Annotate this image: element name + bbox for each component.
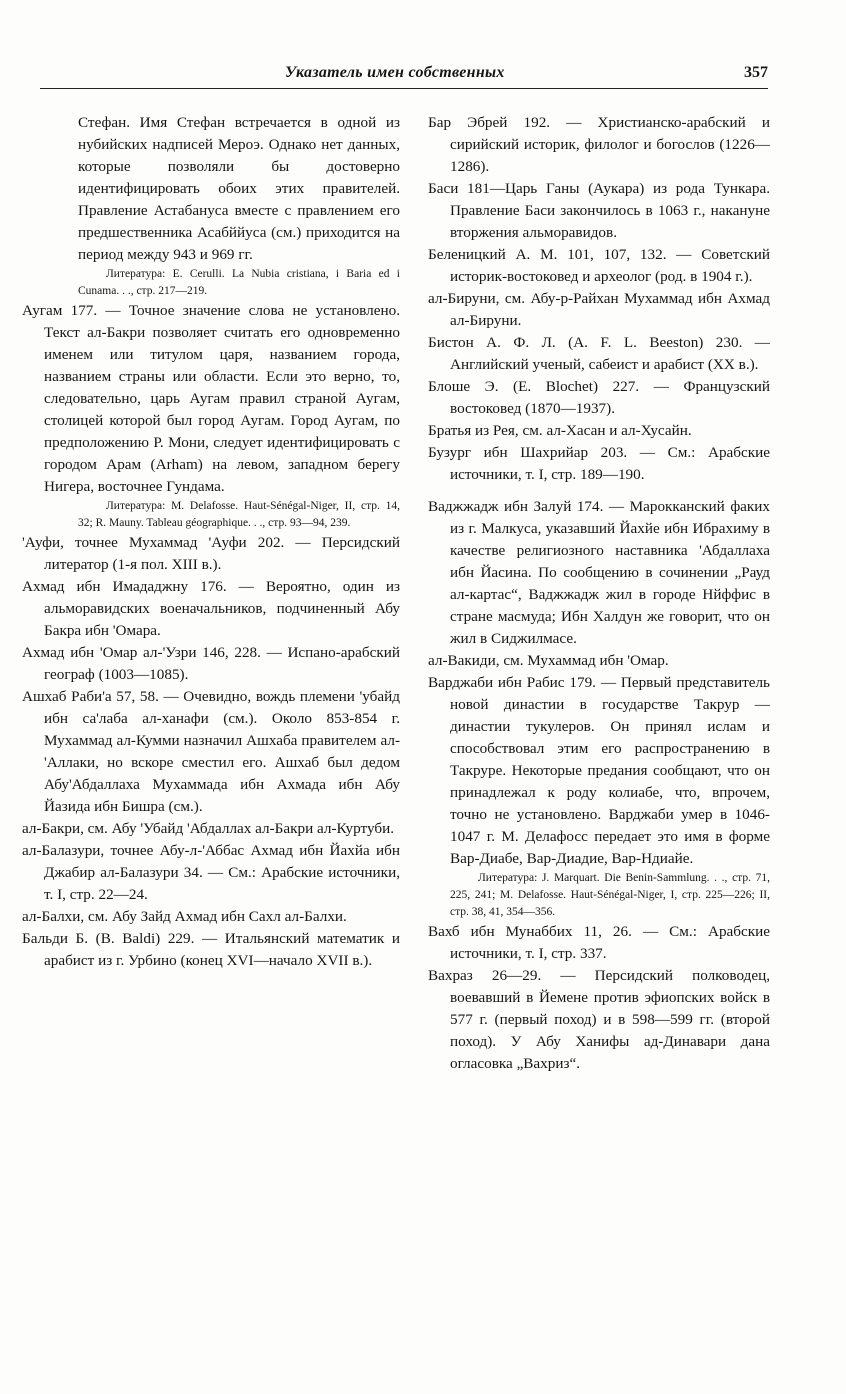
- left-column: [22, 112, 400, 972]
- right-column: [428, 112, 770, 1075]
- running-title: Указатель имен собственных: [285, 64, 505, 81]
- index-entry: Ахмад ибн 'Омар ал-'Узри 146, 228. — Испано-арабский географ (1003—1085).: [22, 644, 400, 683]
- index-entry: ал-Бакри, см. Абу 'Убайд 'Абдаллах ал-Бакри ал-Куртуби.: [22, 820, 395, 837]
- page-number: 357: [744, 64, 768, 81]
- section-gap: [428, 486, 770, 496]
- index-entry: ал-Балазури, точнее Абу-л-'Аббас Ахмад ибн Йахйа ибн Джабир ал-Балазури 34. — См.: Арабские источники, т. I, стр. 22—24.: [22, 842, 400, 903]
- index-entry: Братья из Рея, см. ал-Хасан и ал-Хусайн.: [428, 422, 692, 439]
- index-entry: Блоше Э. (E. Blochet) 227. — Французский востоковед (1870—1937).: [428, 378, 770, 417]
- index-entry: Варджаби ибн Рабис 179. — Первый представитель новой династии в государстве Такрур — династии тукулеров. Он принял ислам и способствовал этим его распространению в Такруре. Некоторые предания сообщают, что он принадлежал к роду колиабе, что, впрочем, точно не установлено. Варджаби умер в 1046-1047 г. М. Делафосс передает это имя в форме Вар-Диабе, Вар-Диадие, Вар-Ндиайе.: [428, 674, 770, 867]
- index-entry: Беленицкий А. М. 101, 107, 132. — Советский историк-востоковед и археолог (род. в 1904 г.).: [428, 246, 770, 285]
- literature-note: Литература: E. Cerulli. La Nubia cristiana, i Baria ed i Cunama. . ., стр. 217—219.: [78, 268, 400, 297]
- index-entry: Аугам 177. — Точное значение слова не установлено. Текст ал-Бакри позволяет считать его одновременно именем или титулом царя, названием города, названием страны или области. Если это верно, то, следовательно, царь Аугам правил страной Аугам, столицей которой был город Аугам. Город Аугам, по предположению Р. Мони, следует идентифицировать с городом Арам (Arham) на левом, западном берегу Нигера, восточнее Гундама.: [22, 302, 400, 495]
- header-rule: [40, 88, 768, 89]
- index-entry: Бузург ибн Шахрийар 203. — См.: Арабские источники, т. I, стр. 189—190.: [428, 444, 770, 483]
- index-entry: ал-Вакиди, см. Мухаммад ибн 'Омар.: [428, 652, 669, 669]
- index-entry: Вахб ибн Мунаббих 11, 26. — См.: Арабские источники, т. I, стр. 337.: [428, 923, 770, 962]
- literature-note: Литература: J. Marquart. Die Benin-Sammlung. . ., стр. 71, 225, 241; M. Delafosse. Haut-Sénégal-Niger, I, стр. 225—226; II, стр. 38, 41, 354—356.: [450, 872, 770, 918]
- index-entry: ал-Балхи, см. Абу Зайд Ахмад ибн Сахл ал-Балхи.: [22, 908, 347, 925]
- index-entry: Бар Эбрей 192. — Христианско-арабский и сирийский историк, филолог и богослов (1226—1286).: [428, 114, 770, 175]
- literature-note: Литература: M. Delafosse. Haut-Sénégal-Niger, II, стр. 14, 32; R. Mauny. Tableau géographique. . ., стр. 93—94, 239.: [78, 500, 400, 529]
- index-entry: Бальди Б. (B. Baldi) 229. — Итальянский математик и арабист из г. Урбино (конец XVI—начало XVII в.).: [22, 930, 400, 969]
- index-entry: 'Ауфи, точнее Мухаммад 'Ауфи 202. — Персидский литератор (1-я пол. XIII в.).: [22, 534, 400, 573]
- index-entry: ал-Бируни, см. Абу-р-Райхан Мухаммад ибн Ахмад ал-Бируни.: [428, 290, 770, 329]
- index-entry: Ашхаб Раби'а 57, 58. — Очевидно, вождь племени 'убайд ибн са'лаба ал-ханафи (см.). Около 853-854 г. Мухаммад ал-Кумми назначил Ашхаба правителем ал-'Аллаки, но вскоре сместил его. Ашхаб был дедом Абу'Абдаллаха Мухаммада ибн Ахмада ибн Абу Йазида ибн Бишра (см.).: [22, 688, 400, 815]
- index-entry: Ваджжадж ибн Залуй 174. — Марокканский факих из г. Малкуса, указавший Йахйе ибн Ибрахиму в качестве религиозного наставника 'Абдаллаха ибн Йасина. По сообщению в сочинении „Рауд ал-картас“, Ваджжадж жил в городе Нйффис в стране масмуда; Ибн Халдун же говорит, что он жил в Сиджилмасе.: [428, 498, 770, 647]
- entry-continuation: Стефан. Имя Стефан встречается в одной из нубийских надписей Мероэ. Однако нет данных, которые позволяли бы достоверно идентифицировать обоих этих правителей. Правление Астабануса вместе с правлением его предшественника Асабййуса (см.) приходится на период между 943 и 969 гг.: [78, 114, 400, 263]
- index-entry: Баси 181—Царь Ганы (Аукара) из рода Тункара. Правление Баси закончилось в 1063 г., накануне вторжения альморавидов.: [428, 180, 770, 241]
- index-entry: Вахраз 26—29. — Персидский полководец, воевавший в Йемене против эфиопских войск в 577 г. (первый поход) и в 598—599 гг. (второй поход). У Абу Ханифы ад-Динавари дана огласовка „Вахриз“.: [428, 967, 770, 1072]
- index-entry: Бистон А. Ф. Л. (A. F. L. Beeston) 230. — Английский ученый, сабеист и арабист (XX в.).: [428, 334, 770, 373]
- index-entry: Ахмад ибн Имададжну 176. — Вероятно, один из альморавидских военачальников, подчиненный Абу Бакра ибн 'Омара.: [22, 578, 400, 639]
